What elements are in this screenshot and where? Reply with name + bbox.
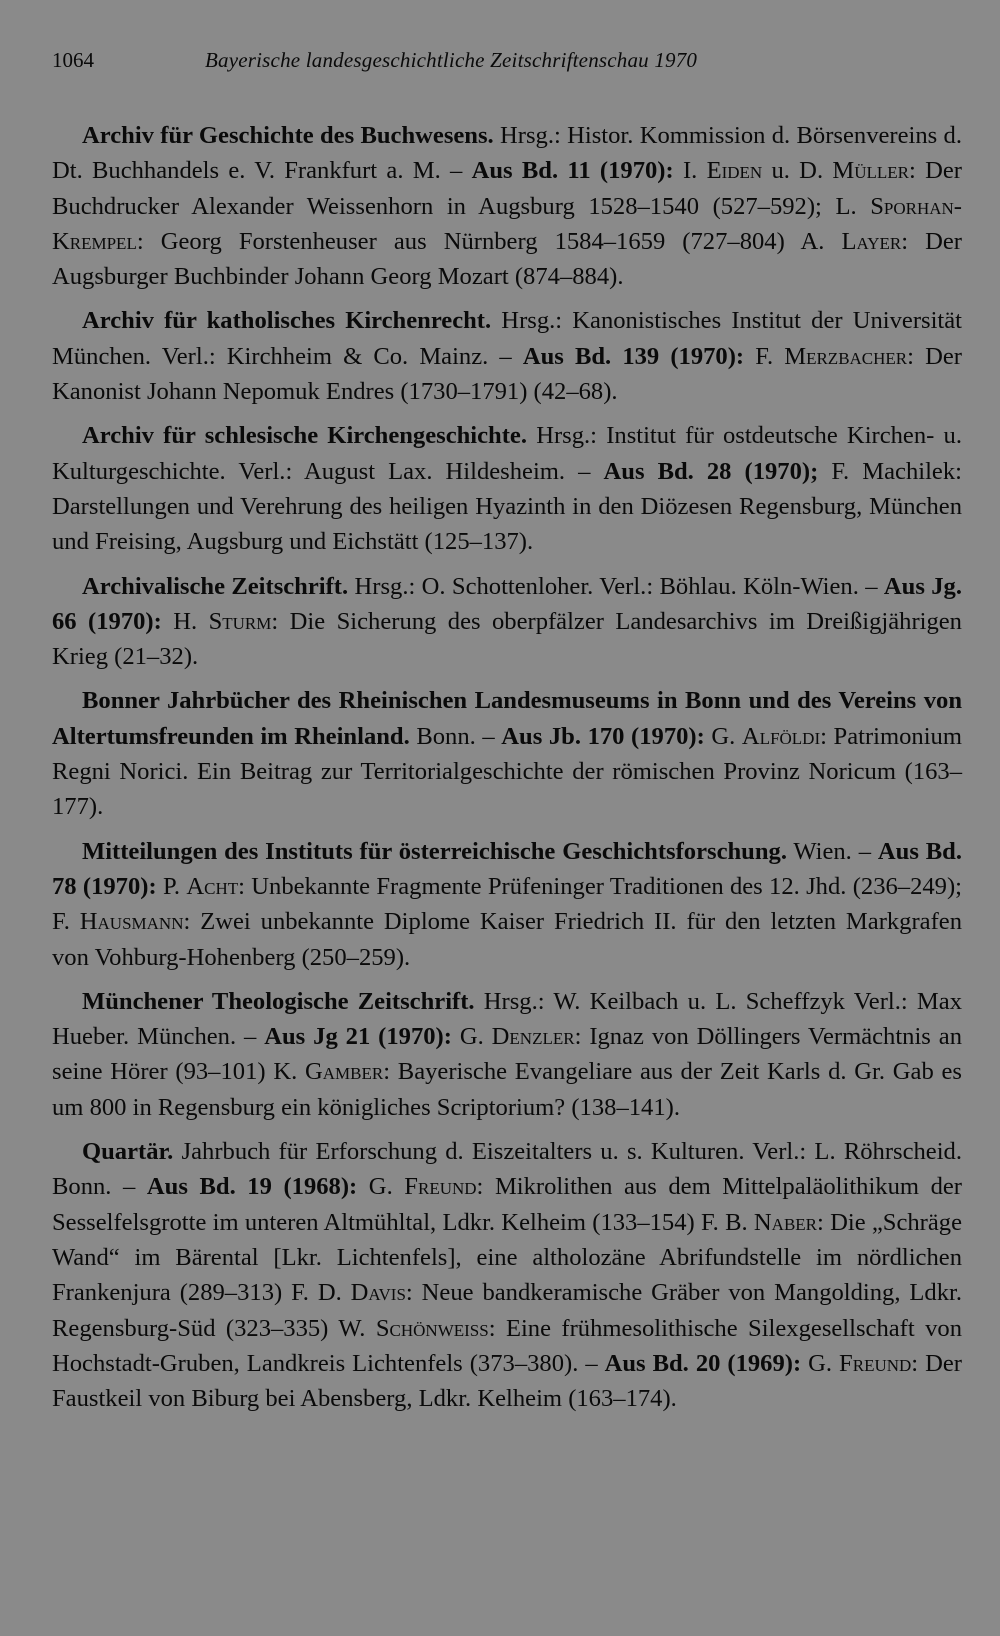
journal-title: Archiv für Geschichte des Buchwesens. [82, 122, 494, 149]
journal-title: Archiv für schlesische Kirchengeschichte. [82, 422, 527, 450]
journal-entry [52, 984, 962, 1125]
entry-text: u. D. [762, 157, 833, 185]
entry-text: Hrsg.: Kanonistisches Institut der Universität München. Verl.: Kirchheim & Co. Mainz. – [52, 307, 962, 370]
volume-reference: Aus Jg 21 (1970): [264, 1023, 452, 1051]
journal-entry [52, 1134, 962, 1416]
entry-text: : Der Buchdrucker Alexander Weissenhorn in Augsburg 1528–1540 (527–592); L. [52, 157, 962, 220]
entry-text: Bonn. – [409, 722, 502, 750]
volume-reference: Aus Bd. 78 (1970): [52, 837, 963, 900]
entry-text: G. [801, 1349, 840, 1377]
author-name: Merzbacher [784, 342, 908, 370]
journal-entry [52, 118, 962, 294]
entry-text: : Patrimonium Regni Norici. Ein Beitrag zur Territorialgeschichte der römischen Provinz Noricum (163–177). [52, 722, 962, 821]
entry-text: Hrsg.: Institut für ostdeutsche Kirchen- u. Kulturgeschichte. Verl.: August Lax. Hildesheim. – [52, 422, 962, 485]
entry-text: H. [161, 607, 209, 635]
volume-reference: Aus Bd. 19 (1968): [146, 1173, 358, 1201]
author-name: Layer [841, 227, 902, 255]
entry-text: : Der Faustkeil von Biburg bei Abensberg, Ldkr. Kelheim (163–174). [52, 1349, 962, 1413]
journal-entry [52, 418, 962, 559]
entry-text: : Mikrolithen aus dem Mittelpaläolithikum der Sesselfelsgrotte im unteren Altmühltal, Ldkr. Kelheim (133–154) F. B. [52, 1173, 962, 1236]
journal-entry [52, 683, 962, 824]
entry-text: Hrsg.: W. Keilbach u. L. Scheffzyk Verl.: Max Hueber. München. – [52, 987, 962, 1051]
volume-reference: Aus Bd. 139 (1970): [522, 342, 745, 370]
journal-entry [52, 569, 962, 675]
entry-text: : Der Augsburger Buchbinder Johann Georg Mozart (874–884). [52, 227, 962, 291]
entry-text: : Ignaz von Döllingers Vermächtnis an seine Hörer (93–101) K. [52, 1023, 962, 1086]
author-name: Davis [350, 1279, 406, 1307]
entry-text: I. [673, 157, 707, 185]
entry-text: : Georg Forstenheuser aus Nürnberg 1584–1659 (727–804) A. [136, 227, 842, 255]
author-name: Naber [753, 1208, 818, 1236]
journal-title: Quartär. [82, 1138, 174, 1166]
entry-text: : Der Kanonist Johann Nepomuk Endres (1730–1791) (42–68). [52, 342, 962, 406]
entry-text: : Neue bandkeramische Gräber von Mangolding, Ldkr. Regensburg-Süd (323–335) W. [52, 1279, 962, 1342]
entry-text: : Die „Schräge Wand“ im Bärental [Lkr. Lichtenfels], eine altholozäne Abrifundstelle im nördlichen Frankenjura (289–313) F. D. [52, 1208, 962, 1307]
journal-title: Münchener Theologische Zeitschrift. [82, 987, 475, 1015]
volume-reference: Aus Bd. 28 (1970); [603, 457, 819, 485]
entry-text: : Die Sicherung des oberpfälzer Landesarchivs im Dreißigjährigen Krieg (21–32). [52, 607, 962, 671]
author-name: Sturm [208, 607, 272, 635]
author-name: Gamber [304, 1058, 384, 1086]
author-name: Denzler [491, 1023, 575, 1051]
author-name: Hausmann [79, 908, 184, 936]
page-number: 1064 [52, 48, 94, 72]
volume-reference: Aus Jg. 66 (1970): [52, 572, 962, 635]
author-name: Acht [186, 872, 239, 900]
entry-text: G. [357, 1173, 405, 1201]
entry-text: Wien. – [786, 837, 878, 865]
entry-text: : Bayerische Evangeliare aus der Zeit Karls d. Gr. Gab es um 800 in Regensburg ein königliches Scriptorium? (138–141). [52, 1058, 962, 1121]
journal-title: Mitteilungen des Instituts für österreichische Geschichtsforschung. [82, 837, 787, 865]
author-name: Freund [404, 1173, 477, 1201]
author-name: Müller [832, 157, 910, 185]
volume-reference: Aus Bd. 11 (1970): [471, 157, 674, 185]
author-name: Freund [839, 1349, 912, 1377]
bibliography-entries [52, 118, 962, 1416]
journal-title: Archivalische Zeitschrift. [82, 572, 349, 600]
running-title: Bayerische landesgeschichtliche Zeitschriftenschau 1970 [205, 48, 698, 72]
journal-title: Archiv für katholisches Kirchenrecht. [82, 307, 492, 335]
author-name: Alföldi [741, 722, 821, 750]
volume-reference: Aus Bd. 20 (1969): [604, 1349, 802, 1377]
entry-text: G. [451, 1023, 492, 1051]
entry-text: Jahrbuch für Erforschung d. Eiszeitalters u. s. Kulturen. Verl.: L. Röhrscheid. Bonn. – [52, 1138, 962, 1201]
entry-text: F. [744, 342, 785, 370]
entry-text: Hrsg.: O. Schottenloher. Verl.: Böhlau. Köln-Wien. – [348, 572, 884, 600]
entry-text: F. Machilek: Darstellungen und Verehrung des heiligen Hyazinth in den Diözesen Regensburg, München und Freising, Augsburg und Eichstätt (125–137). [52, 457, 962, 556]
entry-text: : Unbekannte Fragmente Prüfeninger Traditionen des 12. Jhd. (236–249); F. [52, 872, 962, 936]
author-name: Schönweiss [375, 1314, 489, 1342]
journal-title: Bonner Jahrbücher des Rheinischen Landesmuseums in Bonn und des Vereins von Altertumsfreunden im Rheinland. [52, 687, 962, 750]
page-header [52, 48, 962, 88]
journal-entry [52, 303, 962, 409]
volume-reference: Aus Jb. 170 (1970): [501, 722, 705, 750]
entry-text: P. [156, 872, 187, 900]
author-name: Sporhan-Krempel [52, 192, 962, 255]
entry-text: : Zwei unbekannte Diplome Kaiser Friedrich II. für den letzten Markgrafen von Vohburg-Hohenberg (250–259). [52, 908, 962, 971]
document-page [52, 48, 962, 1425]
author-name: Eiden [706, 157, 763, 185]
entry-text: Hrsg.: Histor. Kommission d. Börsenvereins d. Dt. Buchhandels e. V. Frankfurt a. M. – [52, 122, 962, 185]
journal-entry [52, 834, 962, 975]
entry-text: : Eine frühmesolithische Silexgesellschaft von Hochstadt-Gruben, Landkreis Lichtenfels (373–380). – [52, 1314, 962, 1377]
entry-text: G. [704, 722, 742, 750]
